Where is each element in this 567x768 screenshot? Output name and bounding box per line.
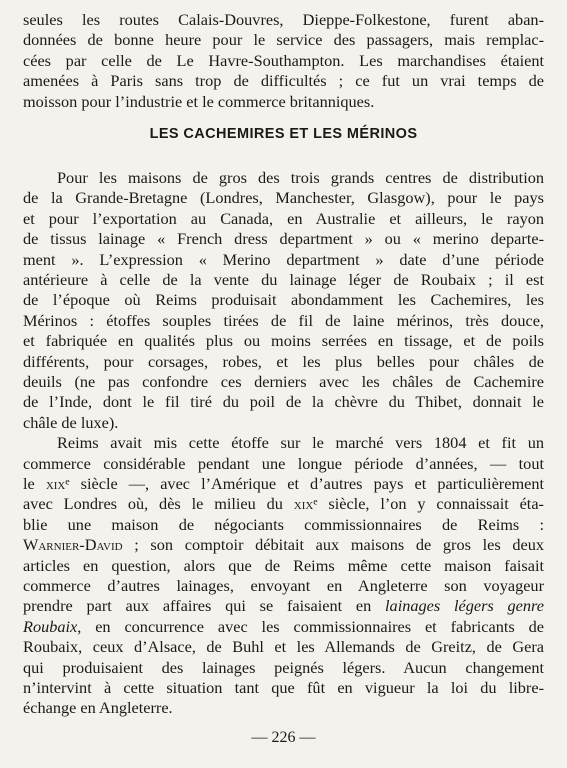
text-line: qui produisaient des lainages peignés légers. Aucun changement bbox=[23, 657, 544, 677]
text-line: n’intervint à cette situation tant que fût en vigueur la loi du libre- bbox=[23, 678, 544, 697]
text-line bbox=[23, 617, 544, 637]
text-line: commerce d’autres lainages, envoyant en Angleterre son voyageur bbox=[23, 576, 544, 595]
text-run: ᵉ siècle, l’on y connaissait éta- bbox=[313, 494, 544, 514]
text-line: amenées à Paris sans trop de difficultés ; ce fut un vrai temps de bbox=[23, 71, 544, 91]
text-line: Roubaix, ceux d’Alsace, de Buhl et les Allemands de Greitz, de Gera bbox=[23, 637, 544, 657]
text-line bbox=[23, 535, 544, 555]
text-line: commerce considérable pendant une longue période d’années, — tout bbox=[23, 453, 544, 473]
italic-term: lainages légers genre bbox=[385, 596, 544, 616]
text-run: ᵉ siècle —, avec l’Amérique et d’autres pays et particulièrement bbox=[65, 474, 544, 493]
text-line: seules les routes Calais-Douvres, Dieppe-Folkestone, furent aban- bbox=[23, 10, 544, 29]
text-run: avec Londres où, dès le milieu du bbox=[23, 494, 294, 514]
text-line: de l’époque où Reims produisait abondamment les Cachemires, les bbox=[23, 290, 544, 310]
text-run: ; son comptoir débitait aux maisons de gros les deux bbox=[122, 535, 544, 555]
text-line: de la Grande-Bretagne (Londres, Manchester, Glasgow), pour le pays bbox=[23, 188, 544, 208]
text-line: différents, pour corsages, robes, et les plus belles pour châles de bbox=[23, 351, 544, 371]
text-line: châle de luxe). bbox=[23, 412, 119, 432]
text-line bbox=[23, 596, 544, 616]
text-line: cées par celle de Le Havre-Southampton. Les marchandises étaient bbox=[23, 50, 544, 70]
text-run: prendre part aux affaires qui se faisaient en bbox=[23, 596, 386, 616]
text-line: Pour les maisons de gros des trois grands centres de distribution bbox=[57, 168, 544, 187]
text-line: échange en Angleterre. bbox=[23, 698, 173, 718]
italic-term: Roubaix bbox=[23, 616, 78, 636]
text-line bbox=[23, 474, 544, 494]
text-line: de tissus lainage « French dress department » ou « merino departe- bbox=[23, 229, 544, 249]
text-line: et fabriquée en qualités plus ou moins serrées en tissage, et de poils bbox=[23, 331, 544, 351]
text-line: Reims avait mis cette étoffe sur le marché vers 1804 et fit un bbox=[57, 433, 544, 453]
text-line: de l’Inde, dont le fil tiré du poil de la chèvre du Thibet, donnait le bbox=[23, 392, 544, 412]
text-run: , en concurrence avec les commissionnaires et fabricants de bbox=[77, 616, 544, 636]
text-line: moisson pour l’industrie et le commerce britanniques. bbox=[23, 91, 375, 111]
text-run: le bbox=[23, 474, 46, 493]
firm-name: Warnier-David bbox=[23, 535, 123, 555]
text-line: blie une maison de négociants commissionnaires de Reims : bbox=[23, 514, 544, 534]
text-line: antérieure à celle de la vente du lainage léger de Roubaix ; il est bbox=[23, 270, 544, 289]
text-line: deuils (ne pas confondre ces derniers avec les châles de Cachemire bbox=[23, 372, 544, 391]
century-numeral: xix bbox=[293, 494, 314, 514]
text-line: et pour l’exportation au Canada, en Australie et ailleurs, le rayon bbox=[23, 208, 544, 228]
text-line: articles en question, alors que de Reims même cette maison faisait bbox=[23, 555, 544, 575]
century-numeral: xix bbox=[45, 474, 66, 493]
text-line: données de bonne heure pour le service des passagers, mais remplac- bbox=[23, 30, 544, 50]
text-line: Mérinos : étoffes souples tirées de fil de laine mérinos, très douce, bbox=[23, 310, 544, 330]
text-line: ment ». L’expression « Merino department » date d’une période bbox=[23, 249, 544, 269]
section-heading: LES CACHEMIRES ET LES MÉRINOS bbox=[149, 126, 418, 142]
page-number: — 226 — bbox=[251, 728, 316, 746]
text-line bbox=[23, 494, 544, 514]
